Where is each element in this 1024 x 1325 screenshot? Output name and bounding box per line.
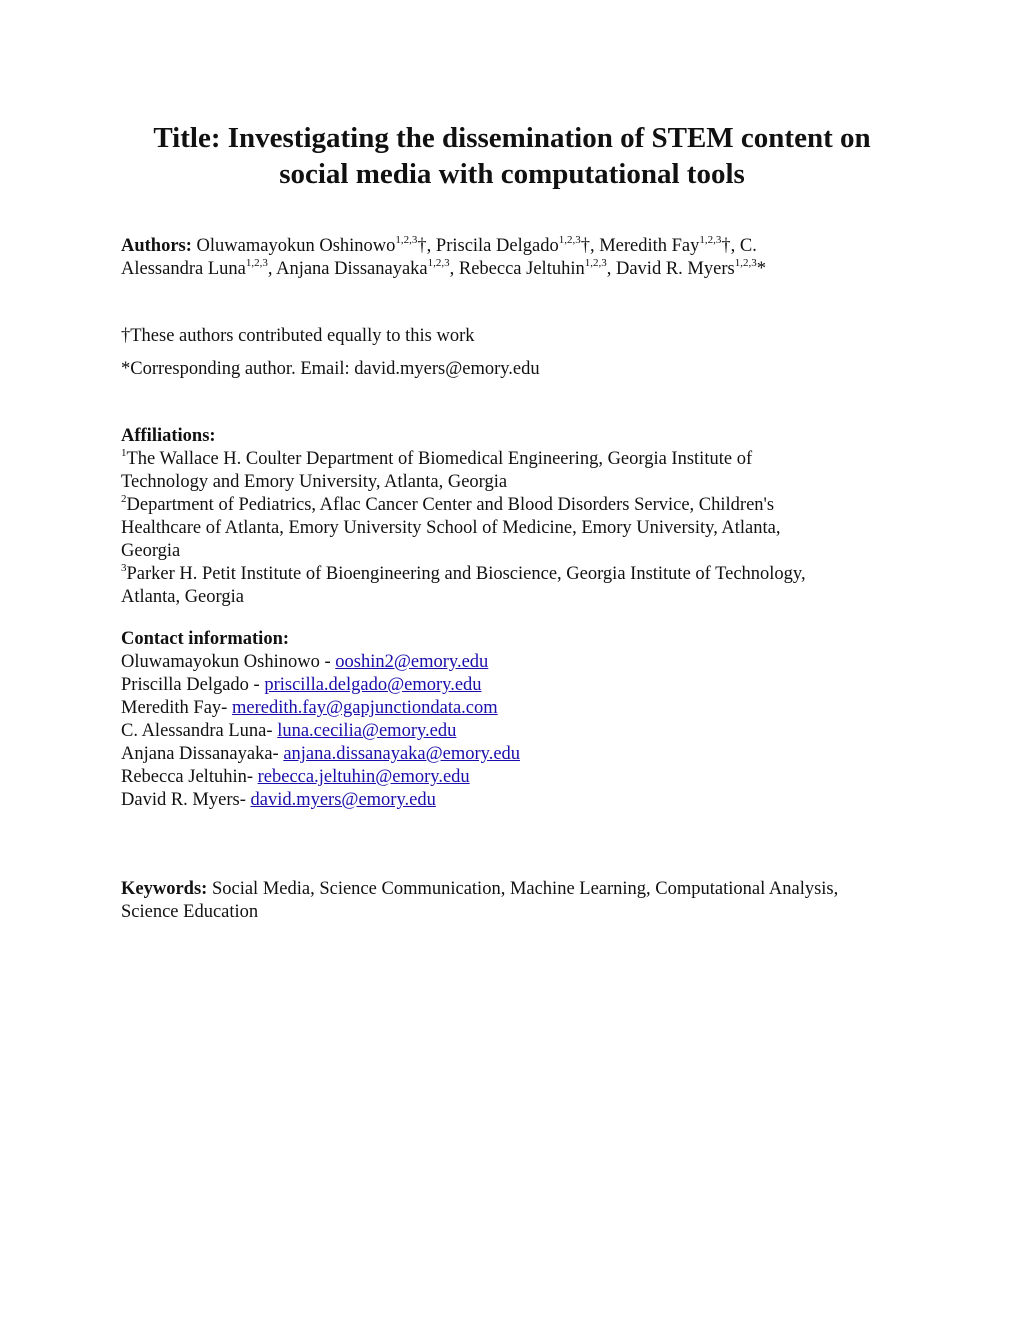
contact-name: Anjana Dissanayaka- bbox=[121, 744, 284, 764]
contact-row bbox=[121, 766, 911, 789]
author-affil-sup: 1,2,3 bbox=[427, 257, 450, 269]
affiliation-number: 1 bbox=[121, 447, 127, 459]
contact-name: Meredith Fay- bbox=[121, 698, 232, 718]
affiliation-text: Parker H. Petit Institute of Bioengineering and Bioscience, Georgia Institute of Technology, bbox=[126, 564, 806, 584]
affiliation-line: Technology and Emory University, Atlanta, Georgia bbox=[121, 472, 508, 492]
contact-name: Oluwamayokun Oshinowo - bbox=[121, 652, 336, 672]
page-title bbox=[100, 120, 924, 192]
email-link[interactable]: david.myers@emory.edu bbox=[250, 790, 436, 810]
contact-row bbox=[121, 651, 911, 674]
affiliations-label: Affiliations: bbox=[121, 426, 216, 446]
keywords-text: Social Media, Science Communication, Machine Learning, Computational Analysis, bbox=[207, 879, 839, 899]
email-link[interactable]: priscilla.delgado@emory.edu bbox=[264, 675, 482, 695]
affiliation-line bbox=[121, 448, 911, 471]
affiliation-number: 2 bbox=[121, 493, 127, 505]
author-name: Rebecca Jeltuhin bbox=[458, 259, 585, 279]
title-line-2: social media with computational tools bbox=[279, 158, 745, 190]
title-line-1: Title: Investigating the dissemination of STEM content on bbox=[153, 122, 871, 154]
affiliation-line bbox=[121, 563, 911, 586]
author-name: Anjana Dissanayaka bbox=[276, 259, 428, 279]
contact-name: Rebecca Jeltuhin- bbox=[121, 767, 258, 787]
affiliation-line: Healthcare of Atlanta, Emory University School of Medicine, Emory University, Atlanta, bbox=[121, 518, 781, 538]
contact-row bbox=[121, 697, 911, 720]
contact-label: Contact information: bbox=[121, 629, 290, 649]
email-link[interactable]: ooshin2@emory.edu bbox=[335, 652, 489, 672]
author-affil-sup: 1,2,3 bbox=[558, 234, 581, 246]
keywords-label: Keywords: bbox=[121, 879, 208, 899]
affiliations-section bbox=[121, 425, 911, 609]
contact-row bbox=[121, 789, 911, 812]
author-affil-sup: 1,2,3 bbox=[245, 257, 268, 269]
corresponding-author-note: *Corresponding author. Email: david.myers@emory.edu bbox=[121, 359, 540, 379]
author-affil-sup: 1,2,3 bbox=[699, 234, 722, 246]
authors-line-1: Authors: Oluwamayokun Oshinowo$^{1,2,3}$†, Priscila Delgado$^{1,2,3}$†, Meredith Fay$^{1,2,3}$†, C. bbox=[121, 234, 757, 256]
keywords-line-1 bbox=[121, 878, 911, 901]
contact-name: C. Alessandra Luna- bbox=[121, 721, 278, 741]
author-name: David R. Myers bbox=[615, 259, 735, 279]
contact-name: Priscilla Delgado - bbox=[121, 675, 265, 695]
affiliation-line: Georgia bbox=[121, 541, 181, 561]
affiliation-text: The Wallace H. Coulter Department of Biomedical Engineering, Georgia Institute of bbox=[126, 449, 753, 469]
contact-row bbox=[121, 720, 911, 743]
author-name: Oluwamayokun Oshinowo bbox=[196, 236, 396, 256]
author-name-part: C. bbox=[739, 236, 757, 256]
author-name: Priscila Delgado bbox=[435, 236, 559, 256]
author-name: Meredith Fay bbox=[599, 236, 700, 256]
affiliation-number: 3 bbox=[121, 562, 127, 574]
contact-section bbox=[121, 628, 911, 812]
email-link[interactable]: rebecca.jeltuhin@emory.edu bbox=[257, 767, 470, 787]
keywords-line-2: Science Education bbox=[121, 902, 259, 922]
affiliation-line: Atlanta, Georgia bbox=[121, 587, 244, 607]
equal-contribution-note: †These authors contributed equally to this work bbox=[121, 326, 475, 346]
author-mark: * bbox=[756, 259, 766, 279]
keywords-section bbox=[121, 878, 911, 924]
authors-line-2: Alessandra Luna$^{1,2,3}$, Anjana Dissanayaka$^{1,2,3}$, Rebecca Jeltuhin$^{1,2,3}$, David R. Myers$^{1,2,3}$* bbox=[121, 257, 766, 279]
author-name-part: Alessandra Luna bbox=[121, 259, 246, 279]
author-affil-sup: 1,2,3 bbox=[395, 234, 418, 246]
email-link[interactable]: luna.cecilia@emory.edu bbox=[277, 721, 457, 741]
authors-section bbox=[121, 235, 911, 281]
affiliation-text: Department of Pediatrics, Aflac Cancer Center and Blood Disorders Service, Children's bbox=[126, 495, 775, 515]
contact-row bbox=[121, 674, 911, 697]
email-link[interactable]: anjana.dissanayaka@emory.edu bbox=[283, 744, 521, 764]
contact-row bbox=[121, 743, 911, 766]
author-mark: † bbox=[580, 236, 590, 256]
email-link[interactable]: meredith.fay@gapjunctiondata.com bbox=[231, 698, 498, 718]
author-mark: † bbox=[721, 236, 731, 256]
affiliation-line bbox=[121, 494, 911, 517]
authors-label: Authors: bbox=[121, 236, 192, 256]
author-affil-sup: 1,2,3 bbox=[734, 257, 757, 269]
author-mark: † bbox=[417, 236, 427, 256]
author-affil-sup: 1,2,3 bbox=[584, 257, 607, 269]
contact-name: David R. Myers- bbox=[121, 790, 251, 810]
